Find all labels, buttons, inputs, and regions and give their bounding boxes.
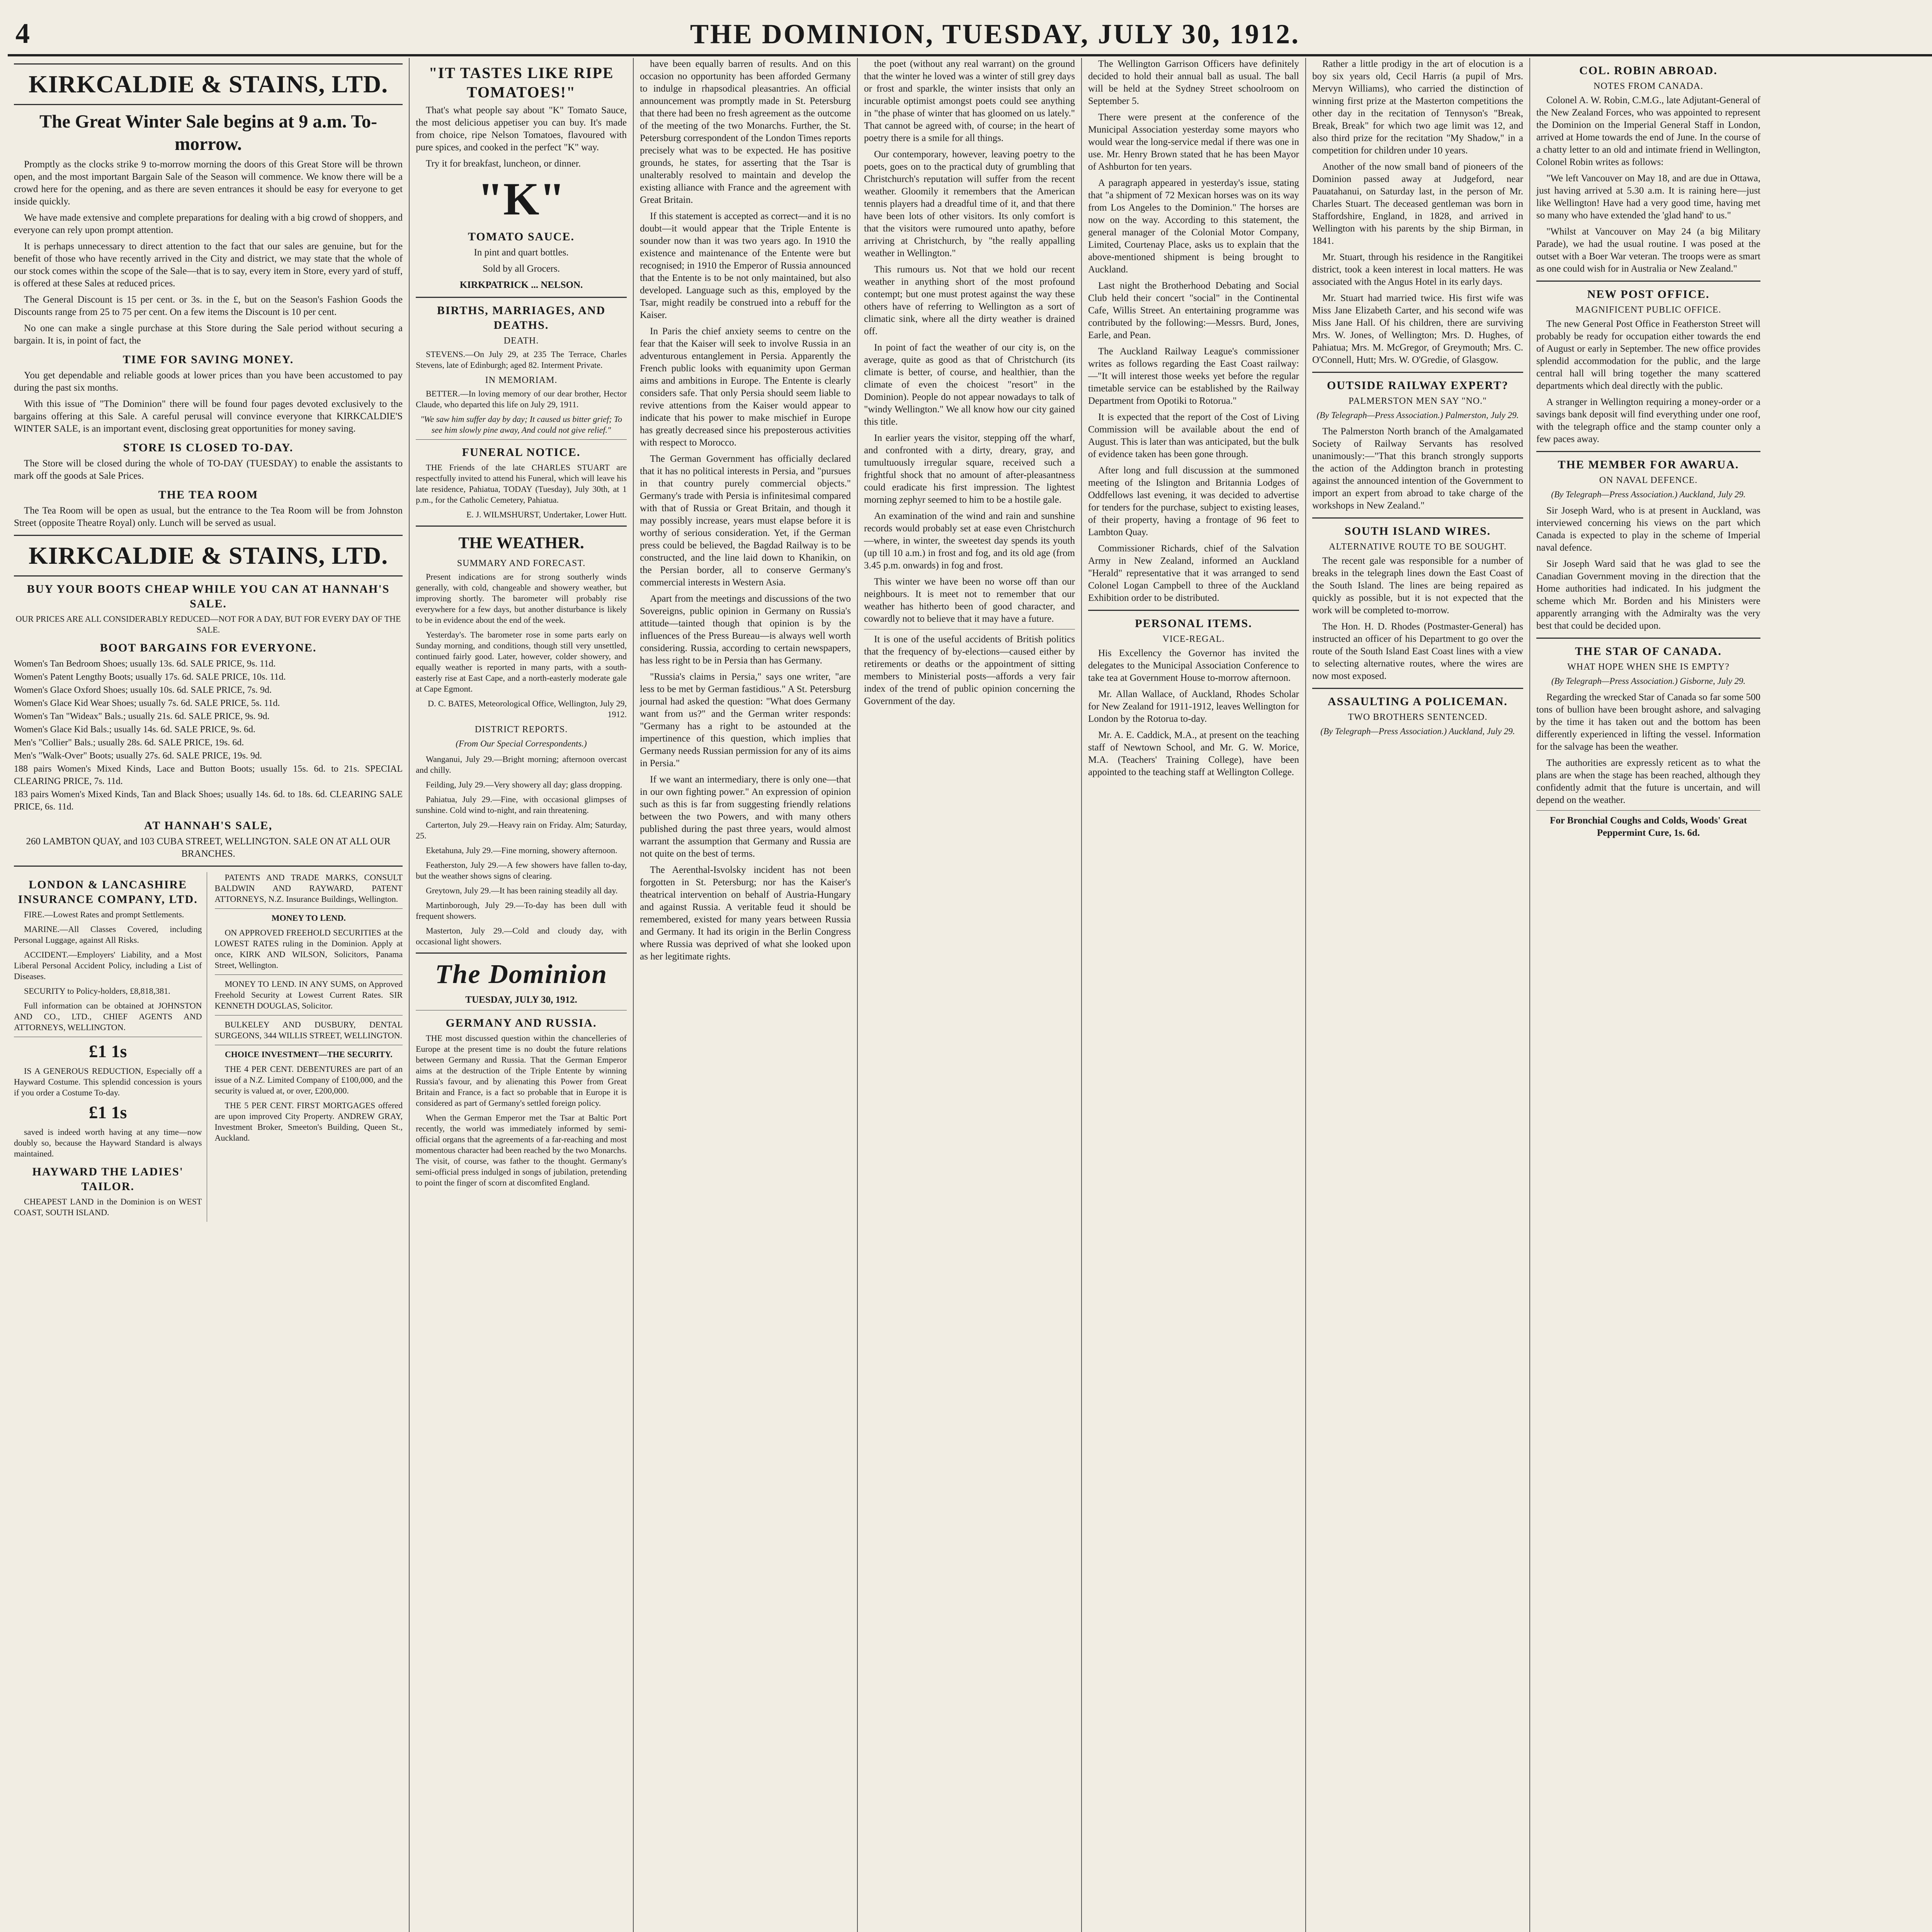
section-heading: TIME FOR SAVING MONEY. [122, 353, 294, 366]
page-number: 4 [15, 18, 30, 49]
classified-ad: MONEY TO LEND. [271, 913, 346, 923]
tomatoes-headline: "IT TASTES LIKE RIPE TOMATOES!" [429, 64, 614, 101]
article-paragraph: Regarding the wrecked Star of Canada so far some 500 tons of bullion have been brought ashore, and salvaging by the time it has taken out and the bottom has been differently experienced in lifting the vessel. Information for the salvage has been the weather. [1536, 692, 1760, 752]
price-item: Women's Tan Bedroom Shoes; usually 13s. 6d. SALE PRICE, 9s. 11d. [14, 659, 276, 669]
article-paragraph: Apart from the meetings and discussions of the two Sovereigns, public opinion in Germany on Russia's attitude—tainted though that opinion is by the influences of the Press Bureau—is always well worth considering. Russia, according to certain newspapers, has less right to be in Persia than has Germany. [640, 594, 851, 666]
dateline: (By Telegraph—Press Association.) Palmerston, July 29. [1316, 410, 1519, 420]
article-paragraph: His Excellency the Governor has invited the delegates to the Municipal Association Conference to take tea at Government House to-morrow afternoon. [1088, 648, 1299, 683]
product-sizes: In pint and quart bottles. [474, 247, 569, 258]
price-item: Women's Glace Oxford Shoes; usually 10s. 6d. SALE PRICE, 7s. 9d. [14, 685, 272, 695]
weather-signature: D. C. BATES, Meteorological Office, Wellington, July 29, 1912. [428, 699, 627, 719]
sale-paragraph: We have made extensive and complete preparations for dealing with a big crowd of shoppers, and everyone can rely upon prompt attention. [14, 213, 403, 235]
price-item: Men's "Collier" Bals.; usually 28s. 6d. SALE PRICE, 19s. 6d. [14, 738, 244, 748]
subsection-heading: WHAT HOPE WHEN SHE IS EMPTY? [1567, 662, 1730, 672]
weather-heading: THE WEATHER. [458, 534, 584, 552]
article-heading: OUTSIDE RAILWAY EXPERT? [1327, 379, 1509, 392]
sale-paragraph: The Tea Room will be open as usual, but the entrance to the Tea Room will be from Johnston Street (opposite Theatre Royal) only. Lunch will be served as usual. [14, 505, 403, 528]
masthead-title: THE DOMINION, TUESDAY, JULY 30, 1912. [690, 19, 1300, 49]
classified-ad: ON APPROVED FREEHOLD SECURITIES at the LOWEST RATES ruling in the Dominion. Apply at once, KIRK AND WILSON, Solicitors, Panama Street, Wellington. [214, 928, 403, 970]
article-paragraph: In point of fact the weather of our city is, on the average, quite as good as that of Christchurch (its climate is better, of course, and healthier, than the climate of even the choicest "resort" in the Dominion). People do not appear nowadays to talk of "windy Wellington." We all know how our city gained this title. [864, 342, 1075, 427]
district-report: Featherston, July 29.—A few showers have fallen to-day, but the weather shows signs of clearing. [416, 860, 627, 881]
price-item: Women's Glace Kid Wear Shoes; usually 7s. 6d. SALE PRICE, 5s. 11d. [14, 698, 280, 708]
district-report: Wanganui, July 29.—Bright morning; afternoon overcast and chilly. [416, 754, 627, 775]
subsection-heading: PALMERSTON MEN SAY "NO." [1349, 396, 1487, 406]
subsection-heading: IN MEMORIAM. [485, 375, 558, 385]
section-heading: BIRTHS, MARRIAGES, AND DEATHS. [437, 304, 606, 332]
article-paragraph: A paragraph appeared in yesterday's issue, stating that "a shipment of 72 Mexican horses was on its way from Los Angeles to the Dominion." The horses are now on the way. According to this statement, the general manager of the Colonial Motor Company, Limited, Courtenay Place, asks us to explain that the above-mentioned shipment is being brought to Auckland. [1088, 178, 1299, 275]
district-report: Martinborough, July 29.—To-day has been dull with frequent showers. [416, 900, 627, 921]
weather-paragraph: Present indications are for strong southerly winds generally, with cold, changeable and showery weather, but improving shortly. The barometer will probably rise everywhere for a few days, but another disturbance is likely to be in evidence about the end of the week. [416, 572, 627, 625]
article-paragraph: In earlier years the visitor, stepping off the wharf, and confronted with a dirty, dreary, gray, and tumultuously irregular square, received such a frightful shock that no amount of after-pleasantness could eradicate his first impression. The lightest morning zephyr seemed to him to be a hostile gale. [864, 433, 1075, 505]
article-paragraph: have been equally barren of results. And on this occasion no opportunity has been afforded Germany to indulge in rhapsodical pleasantries. An official announcement was promptly made in St. Petersburg that there had been no fresh agreement as the outcome of the meeting of the two Monarchs. Further, the St. Petersburg correspondent of the London Times reports precisely what was to be expected. He has positive grounds, he states, for asserting that the Tsar is unalterably resolved to maintain and develop the existing alliance with France and the agreement with Great Britain. [640, 59, 851, 205]
editorial-paragraph: When the German Emperor met the Tsar at Baltic Port recently, the world was immediately informed by semi-official organs that the agreements of a far-reaching and most momentous character had been reached by the two Monarchs. The visit, of course, was father to the thought. Germany's semi-official press indulged in songs of jubilation, pretending to point the finger of scorn at discomfited England. [416, 1113, 627, 1187]
paper-date: TUESDAY, JULY 30, 1912. [465, 995, 577, 1005]
address-line: 260 LAMBTON QUAY, and 103 CUBA STREET, WELLINGTON. SALE ON AT ALL OUR BRANCHES. [26, 836, 391, 859]
price-item: 183 pairs Women's Mixed Kinds, Tan and Black Shoes; usually 14s. 6d. to 18s. 6d. CLEARING SALE PRICE, 6s. 11d. [14, 789, 403, 812]
dateline: (By Telegraph—Press Association.) Auckland, July 29. [1551, 490, 1746, 499]
paper-nameplate: The Dominion [435, 959, 608, 989]
notice-paragraph: BETTER.—In loving memory of our dear brother, Hector Claude, who departed this life on July 29, 1911. [416, 389, 627, 409]
insurance-line: MARINE.—All Classes Covered, including Personal Luggage, against All Risks. [14, 924, 202, 945]
product-sold: Sold by all Grocers. [483, 264, 560, 274]
sale-paragraph: You get dependable and reliable goods at lower prices than you have been accustomed to pay during the past six months. [14, 370, 403, 393]
article-paragraph: There were present at the conference of the Municipal Association yesterday some mayors who would wear the long-service medal if there was one in use. Mr. Henry Brown stated that he has been Mayor of Ashburton for ten years. [1088, 112, 1299, 172]
article-paragraph: Rather a little prodigy in the art of elocution is a boy six years old, Cecil Harris (a pupil of Mrs. Mervyn Williams), who carried the distinction of winning first prize at the Masterton competitions the other day in the recitation of Tennyson's "Break, Break, Break" for which two age limit was 12, and also third prize for the recitation "My Shadow," in a competition for children under 10 years. [1312, 59, 1523, 156]
column-5 [1082, 58, 1306, 1932]
article-heading: THE STAR OF CANADA. [1575, 645, 1722, 658]
price-item: Women's Patent Lengthy Boots; usually 17s. 6d. SALE PRICE, 10s. 11d. [14, 672, 286, 682]
classified-ad: PATENTS AND TRADE MARKS, CONSULT BALDWIN AND RAYWARD, PATENT ATTORNEYS, N.Z. Insurance Buildings, Wellington. [214, 872, 403, 904]
insurance-line: FIRE.—Lowest Rates and prompt Settlements. [24, 910, 184, 919]
notice-signature: E. J. WILMSHURST, Undertaker, Lower Hutt. [466, 510, 627, 519]
article-paragraph: The Palmerston North branch of the Amalgamated Society of Railway Servants has resolved unanimously:—"That this branch strongly supports the action of the Addington branch in protesting against the announced intention of the Government to import an expert from abroad to take charge of the workshops in New Zealand." [1312, 426, 1523, 511]
price-item: 188 pairs Women's Mixed Kinds, Lace and Button Boots; usually 15s. 6d. to 21s. SPECIAL CLEARING PRICE, 7s. 11d. [14, 764, 403, 786]
article-paragraph: The Aerenthal-Isvolsky incident has not been forgotten in St. Petersburg; nor has the Kaiser's theatrical intervention on behalf of Austria-Hungary and against Russia. A veritable feud it should be remembered, existed for many years between Russia and Germany. It had its origin in the Berlin Congress where Russia was deprived of what she looked upon as her legitimate rights. [640, 865, 851, 962]
newspaper-page [8, 8, 1932, 1932]
article-paragraph: The Auckland Railway League's commissioner writes as follows regarding the East Coast railway:—"It will interest those weeks yet before the regular timetable service can be established by the Railway Department from Opotiki to Rotorua." [1088, 346, 1299, 406]
subsection-heading: NOTES FROM CANADA. [1593, 81, 1704, 91]
hayward-name: HAYWARD THE LADIES' TAILOR. [32, 1165, 184, 1193]
article-paragraph: the poet (without any real warrant) on the ground that the winter he loved was a winter of still grey days or frost and sparkle, the winter insists that only an incurable optimist amongst poets could see anything in "the phase of winter that has gloomed on us lately." That cannot be agreed with, of course; in the heart of poetry there is a smile for all things. [864, 59, 1075, 143]
column-2 [410, 58, 634, 1932]
article-paragraph: After long and full discussion at the summoned meeting of the Islington and Britannia Lodges of Oddfellows last evening, it was decided to advertise for tenders for the purchase, subject to existing leases, of their property, having a frontage of 96 feet to Lambton Quay. [1088, 465, 1299, 537]
notice-paragraph: THE Friends of the late CHARLES STUART are respectfully invited to attend his Funeral, which will leave his late residence, Pahiatua, TODAY (Tuesday), July 30th, at 1 p.m., for the Catholic Cemetery, Pahiatua. [416, 463, 627, 505]
weather-paragraph: Yesterday's. The barometer rose in some parts early on Sunday morning, and conditions, though still very unsettled, continued fairly good. Later, however, colder showery, and equally weather is reported in many parts, with a south-easterly rise at East Cape, and a north-easterly moderate gale at Cape Egmont. [416, 630, 627, 694]
subsection-heading: VICE-REGAL. [1162, 634, 1225, 644]
insurance-line: ACCIDENT.—Employers' Liability, and a Most Liberal Personal Accident Policy, including a List of Diseases. [14, 950, 202, 981]
article-paragraph: Our contemporary, however, leaving poetry to the poets, goes on to the practical duty of grumbling that Christchurch's reputation will suffer from the recent weather. Gloomily it remembers that the American tennis players had a dreadful time of it, and that there have been lots of other visitors. Its only comfort is that the visitors were rumoured unto apathy, before arriving at Christchurch, by "the really appalling weather in Wellington." [864, 149, 1075, 259]
price-badge: £1 1s [89, 1041, 127, 1061]
column-3 [634, 58, 858, 1932]
insurance-line: Full information can be obtained at JOHNSTON AND CO., LTD., CHIEF AGENTS AND ATTORNEYS, WELLINGTON. [14, 1001, 202, 1032]
column-1 [8, 58, 410, 1932]
classified-ad: CHOICE INVESTMENT—THE SECURITY. [224, 1049, 393, 1059]
dateline: (By Telegraph—Press Association.) Auckland, July 29. [1320, 726, 1515, 736]
insurance-line: SECURITY to Policy-holders, £8,818,381. [24, 986, 170, 996]
district-report: Masterton, July 29.—Cold and cloudy day, with occasional light showers. [416, 926, 627, 946]
product-maker: KIRKPATRICK ... NELSON. [459, 280, 583, 290]
article-paragraph: An examination of the wind and rain and sunshine records would probably set at ease even Christchurch—where, in winter, the sweetest day spends its youth (up till 10 a.m.) in frost and fog, and its old age (from 3.45 p.m. onwards) in fog and frost. [864, 511, 1075, 571]
dateline: (By Telegraph—Press Association.) Gisborne, July 29. [1551, 676, 1746, 686]
personal-heading: PERSONAL ITEMS. [1135, 617, 1252, 630]
classified-ad: THE 4 PER CENT. DEBENTURES are part of an issue of a N.Z. Limited Company of £100,000, and the security is valued at, or over, £200,000. [214, 1064, 403, 1095]
article-paragraph: Commissioner Richards, chief of the Salvation Army in New Zealand, informed an Auckland "Herald" representative that it was arranged to send Colonel Logan Campbell to three of the Auckland Exhibition order to be distributed. [1088, 543, 1299, 603]
hayward-paragraph: IS A GENEROUS REDUCTION, Especially off a Hayward Costume. This splendid concession is yours if you order a Costume To-day. [14, 1066, 202, 1097]
section-heading: AT HANNAH'S SALE, [144, 819, 273, 832]
article-heading: COL. ROBIN ABROAD. [1579, 64, 1718, 77]
subsection-heading: DEATH. [503, 336, 539, 346]
classified-ad: BULKELEY AND DUSBURY, DENTAL SURGEONS, 344 WILLIS STREET, WELLINGTON. [214, 1020, 403, 1040]
price-item: Women's Tan "Wideax" Bals.; usually 21s. 6d. SALE PRICE, 9s. 9d. [14, 711, 270, 721]
ad-paragraph: Try it for breakfast, luncheon, or dinner. [426, 158, 581, 169]
boots-headline: BUY YOUR BOOTS CHEAP WHILE YOU CAN AT HANNAH'S SALE. [27, 583, 390, 610]
ad-title-kirkcaldie-2: KIRKCALDIE & STAINS, LTD. [28, 542, 388, 569]
masthead [8, 8, 1932, 56]
column-6 [1306, 58, 1530, 1932]
hayward-paragraph: saved is indeed worth having at any time—now doubly so, because the Hayward Standard is always maintained. [14, 1127, 202, 1158]
article-paragraph: Sir Joseph Ward, who is at present in Auckland, was interviewed concerning his views on the part which Canada is expected to play in the scheme of Imperial naval defence. [1536, 505, 1760, 553]
article-paragraph: Last night the Brotherhood Debating and Social Club held their concert "social" in the Continental Cafe, Willis Street. An entertaining programme was contributed by the following:—Messrs. Burd, Jones, Earle, and Pean. [1088, 281, 1299, 340]
article-paragraph: It is one of the useful accidents of British politics that the frequency of by-elections—caused either by retirements or deaths or the appointment of sitting members to Ministerial posts—affords a very fair index of the trend of public opinion concerning the Government of the day. [864, 634, 1075, 706]
land-paragraph: CHEAPEST LAND in the Dominion is on WEST COAST, SOUTH ISLAND. [14, 1197, 202, 1217]
ad-title-kirkcaldie: KIRKCALDIE & STAINS, LTD. [28, 70, 388, 98]
sale-headline: The Great Winter Sale begins at 9 a.m. To-morrow. [39, 111, 377, 154]
article-paragraph: The recent gale was responsible for a number of breaks in the telegraph lines down the East Coast of the South Island. The lines are being repaired as quickly as possible, but it is not expected that the work will be completed to-morrow. [1312, 556, 1523, 616]
sale-paragraph: With this issue of "The Dominion" there will be found four pages devoted exclusively to the bargains offering at this Sale. A careful perusal will convince everyone that KIRKCALDIE'S WINTER SALE, is an important event, disclosing great opportunities for money saving. [14, 399, 403, 434]
article-paragraph: The Wellington Garrison Officers have definitely decided to hold their annual ball as usual. The ball will be held at the Sydney Street schoolroom on September 5. [1088, 59, 1299, 106]
article-paragraph: Another of the now small band of pioneers of the Dominion passed away at Judgeford, near Pauatahanui, on Saturday last, in the person of Mr. Charles Stuart. The deceased gentleman was born in Staffordshire, England, in 1828, and arrived in Wellington with his parents by the ship Birman, in 1841. [1312, 162, 1523, 246]
article-paragraph: It is expected that the report of the Cost of Living Commission will be available about the end of August. This is later than was anticipated, but the bulk of evidence taken has been gone through. [1088, 412, 1299, 459]
article-paragraph: In Paris the chief anxiety seems to centre on the fear that the Kaiser will seek to involve Russia in an adventurous entanglement in Persia. Apparently the French public looks with equanimity upon German aims and ambitions in Europe. The Entente is clearly considers safe. That only Persia should seem liable to revive attentions from the Kaiser would appear to indicate that his power to make mischief in Europe has greatly decreased since his preposterous activities with respect to Morocco. [640, 326, 851, 448]
subsection-heading: ON NAVAL DEFENCE. [1599, 475, 1698, 485]
subsection-heading: SUMMARY AND FORECAST. [457, 558, 586, 568]
sale-paragraph: The Store will be closed during the whole of TO-DAY (TUESDAY) to enable the assistants to mark off the goods at Sale Prices. [14, 458, 403, 481]
subsection-heading: TWO BROTHERS SENTENCED. [1348, 712, 1488, 722]
article-paragraph: "Russia's claims in Persia," says one writer, "are less to be met by German fastidious." A St. Petersburg journal had asked the question: "What does Germany want from us?" and the German writer responds: "Germany has a right to be astounded at the impertinence of this question, which implies that Germany needs Russian permission for any of its aims in Persia." [640, 672, 851, 769]
k-logo: "K" [477, 173, 565, 224]
article-paragraph: Mr. A. E. Caddick, M.A., at present on the teaching staff of Newtown School, and Mr. G. W. Morice, M.A. (Teachers' Training College), have been appointed to the teaching staff at Wellington College. [1088, 730, 1299, 777]
product-name: TOMATO SAUCE. [468, 230, 575, 243]
columns [8, 58, 1932, 1932]
article-paragraph: The new General Post Office in Featherston Street will probably be ready for occupation either towards the end of August or early in September. The new office provides splendid accommodation for the public, and the large central hall will bring together the many scattered departments which deal directly with the public. [1536, 319, 1760, 391]
memorial-verse: "We saw him suffer day by day; It caused us bitter grief; To see him slowly pine away, And could not give relief." [420, 414, 622, 435]
article-heading: THE MEMBER FOR AWARUA. [1558, 458, 1739, 471]
footer-ad: For Bronchial Coughs and Colds, Woods' Great Peppermint Cure, 1s. 6d. [1549, 815, 1747, 838]
article-paragraph: A stranger in Wellington requiring a money-order or a savings bank deposit will find everything under one roof, with the telegraph office and the stamp counter only a few paces away. [1536, 397, 1760, 444]
article-paragraph: Colonel A. W. Robin, C.M.G., late Adjutant-General of the New Zealand Forces, who was appointed to represent the Dominion on the Imperial General Staff in London, arrived at Home towards the end of June. In the course of a chatty letter to an old and intimate friend in Wellington, Colonel Robin writes as follows: [1536, 95, 1760, 167]
article-paragraph: Mr. Allan Wallace, of Auckland, Rhodes Scholar for New Zealand for 1911-1912, leaves Wellington for London by the Rotorua to-day. [1088, 689, 1299, 724]
section-heading: STORE IS CLOSED TO-DAY. [123, 441, 294, 454]
article-paragraph: If this statement is accepted as correct—and it is no doubt—it would appear that the Triple Entente is sounder now than it was two years ago. In 1910 the existence and maintenance of the Entente were but recognised; in 1910 the Emperor of Russia announced that the Entente is to be not only maintained, but also developed. Language such as this, employed by the Tsar, might readily be construed into a rebuff for the Kaiser. [640, 211, 851, 320]
section-heading: FUNERAL NOTICE. [462, 446, 581, 459]
article-heading: SOUTH ISLAND WIRES. [1344, 525, 1491, 537]
editorial-heading: GERMANY AND RUSSIA. [446, 1017, 597, 1029]
section-heading: THE TEA ROOM [158, 488, 259, 501]
dateline: (From Our Special Correspondents.) [456, 739, 587, 748]
sale-paragraph: No one can make a single purchase at this Store during the Sale period without securing a bargain. It is, in point of fact, the [14, 323, 403, 346]
district-report: Feilding, July 29.—Very showery all day; glass dropping. [426, 780, 622, 789]
article-paragraph: "Whilst at Vancouver on May 24 (a big Military Parade), we had the usual routine. I was posed at the outset with a Boer War veteran. The troops were as smart as one could wish for in Australia or New Zealand." [1536, 226, 1760, 274]
district-report: Eketahuna, July 29.—Fine morning, showery afternoon. [426, 845, 617, 855]
sale-paragraph: It is perhaps unnecessary to direct attention to the fact that our sales are genuine, but for the benefit of those who have recently arrived in the City and district, we may state that the whole of our stock comes within the scope of the Sale—that is to say, every item in Store, every yard of stuff, is offered at these Sales at reduced prices. [14, 241, 403, 289]
article-paragraph: The German Government has officially declared that it has no political interests in Persia, and "pursues in that country purely commercial objects." Germany's trade with Persia is infinitesimal compared with that of Russia or Great Britain, and though it may possibly increase, years must elapse before it is worthy of serious consideration. Yet, if the German press could be believed, the Bagdad Railway is to be constructed, and the line laid down to Khanikin, on the Persian border, all to conserve Germany's commercial interests in Western Asia. [640, 454, 851, 588]
price-item: Men's "Walk-Over" Boots; usually 27s. 6d. SALE PRICE, 19s. 9d. [14, 751, 262, 761]
ad-paragraph: That's what people say about "K" Tomato Sauce, the most delicious appetiser you can buy. It's made from choice, ripe Nelson Tomatoes, flavoured with pure spices, and cooked in the perfect "K" way. [416, 105, 627, 153]
insurance-title: LONDON & LANCASHIRE INSURANCE COMPANY, LTD. [18, 878, 198, 906]
price-badge: £1 1s [89, 1102, 127, 1122]
article-paragraph: This rumours us. Not that we hold our recent weather in anything short of the most profound contempt; but one must protest against the way these others have of referring to Wellington as a sort of climatic sink, where all the dirty weather is drained off. [864, 264, 1075, 337]
article-paragraph: "We left Vancouver on May 18, and are due in Ottawa, just having arrived at 5.30 a.m. It is raining here—just like Wellington! Have had a very good time, having met so many who have extended the 'glad hand' to us." [1536, 173, 1760, 221]
subsection-heading: MAGNIFICENT PUBLIC OFFICE. [1575, 305, 1721, 315]
section-heading: BOOT BARGAINS FOR EVERYONE. [100, 641, 317, 654]
subsection-heading: DISTRICT REPORTS. [474, 724, 568, 735]
article-heading: ASSAULTING A POLICEMAN. [1328, 695, 1508, 708]
editorial-paragraph: THE most discussed question within the chancelleries of Europe at the present time is no doubt the future relations between Germany and Russia. That the German Emperor aims at the destruction of the Triple Entente by winning Russia's favour, and by alienating this Power from Great Britain and France, is a fact so probable that in Europe it is considered as part of Germany's settled foreign policy. [416, 1033, 627, 1108]
article-paragraph: The Hon. H. D. Rhodes (Postmaster-General) has instructed an officer of his Department to go over the route of the South Island East Coast lines with a view to selecting alternative routes, where the wires are now most exposed. [1312, 621, 1523, 681]
classified-ad: THE 5 PER CENT. FIRST MORTGAGES offered are upon improved City Property. ANDREW GRAY, Investment Broker, Smeeton's Building, Queen St., Auckland. [214, 1100, 403, 1143]
article-paragraph: This winter we have been no worse off than our neighbours. It is meet not to remember that our weather has hitherto been of good character, and cowardly not to believe that it may have a future. [864, 577, 1075, 624]
article-paragraph: Mr. Stuart, through his residence in the Rangitikei district, took a keen interest in local matters. He was associated with the Angus Hotel in its early days. [1312, 252, 1523, 287]
article-paragraph: If we want an intermediary, there is only one—that in our own fighting power." An expression of opinion such as this is far from suggesting friendly relations between the two Powers, and with many others published during the past three years, would almost warrant the assumption that Germany and Russia are not quite on the best of terms. [640, 774, 851, 859]
article-paragraph: The authorities are expressly reticent as to what the plans are when the stage has been reached, although they confidently admit that the future is uncertain, and will depend on the weather. [1536, 758, 1760, 805]
classified-ad: MONEY TO LEND. IN ANY SUMS, on Approved Freehold Security at Lowest Current Rates. SIR KENNETH DOUGLAS, Solicitor. [214, 979, 403, 1010]
sale-paragraph: Promptly as the clocks strike 9 to-morrow morning the doors of this Great Store will be thrown open, and the most important Bargain Sale of the Season will commence. We know there will be a crowd here for the opening, and as there are seven entrances it should be easy for everyone to get inside quickly. [14, 159, 403, 207]
district-report: Greytown, July 29.—It has been raining steadily all day. [426, 886, 618, 895]
article-heading: NEW POST OFFICE. [1587, 288, 1710, 301]
subsection-heading: ALTERNATIVE ROUTE TO BE SOUGHT. [1328, 542, 1507, 552]
boots-subhead: OUR PRICES ARE ALL CONSIDERABLY REDUCED—NOT FOR A DAY, BUT FOR EVERY DAY OF THE SALE. [15, 614, 401, 634]
notice-paragraph: STEVENS.—On July 29, at 235 The Terrace, Charles Stevens, late of Edinburgh; aged 82. Interment Private. [416, 349, 627, 370]
article-paragraph: Sir Joseph Ward said that he was glad to see the Canadian Government moving in the direction that the Home authorities had indicated. In his judgment the scheme which Mr. Borden and his Ministers were apparently arranging with the Admiralty was the very best that could be decided upon. [1536, 559, 1760, 631]
sale-paragraph: The General Discount is 15 per cent. or 3s. in the £, but on the Season's Fashion Goods the Discounts range from 25 to 75 per cent. On a few items the Discount is 10 per cent. [14, 294, 403, 317]
column-7 [1530, 58, 1932, 1932]
article-paragraph: Mr. Stuart had married twice. His first wife was Miss Jane Elizabeth Carter, and his second wife was Miss Jane Hall. Of his children, there are surviving Mrs. W. Jones, of Wellington; Mrs. D. Hughes, of Pahiatua; Mrs. M. McGregor, of Greymouth; Mrs. C. O'Connell, Hutt; Mrs. W. O'Gredie, of Glasgow. [1312, 293, 1523, 365]
price-item: Women's Glace Kid Bals.; usually 14s. 6d. SALE PRICE, 9s. 6d. [14, 724, 256, 735]
district-report: Carterton, July 29.—Heavy rain on Friday. Alm; Saturday, 25. [416, 820, 627, 840]
district-report: Pahiatua, July 29.—Fine, with occasional glimpses of sunshine. Cold wind to-night, and rain threatening. [416, 794, 627, 815]
column-4 [858, 58, 1082, 1932]
